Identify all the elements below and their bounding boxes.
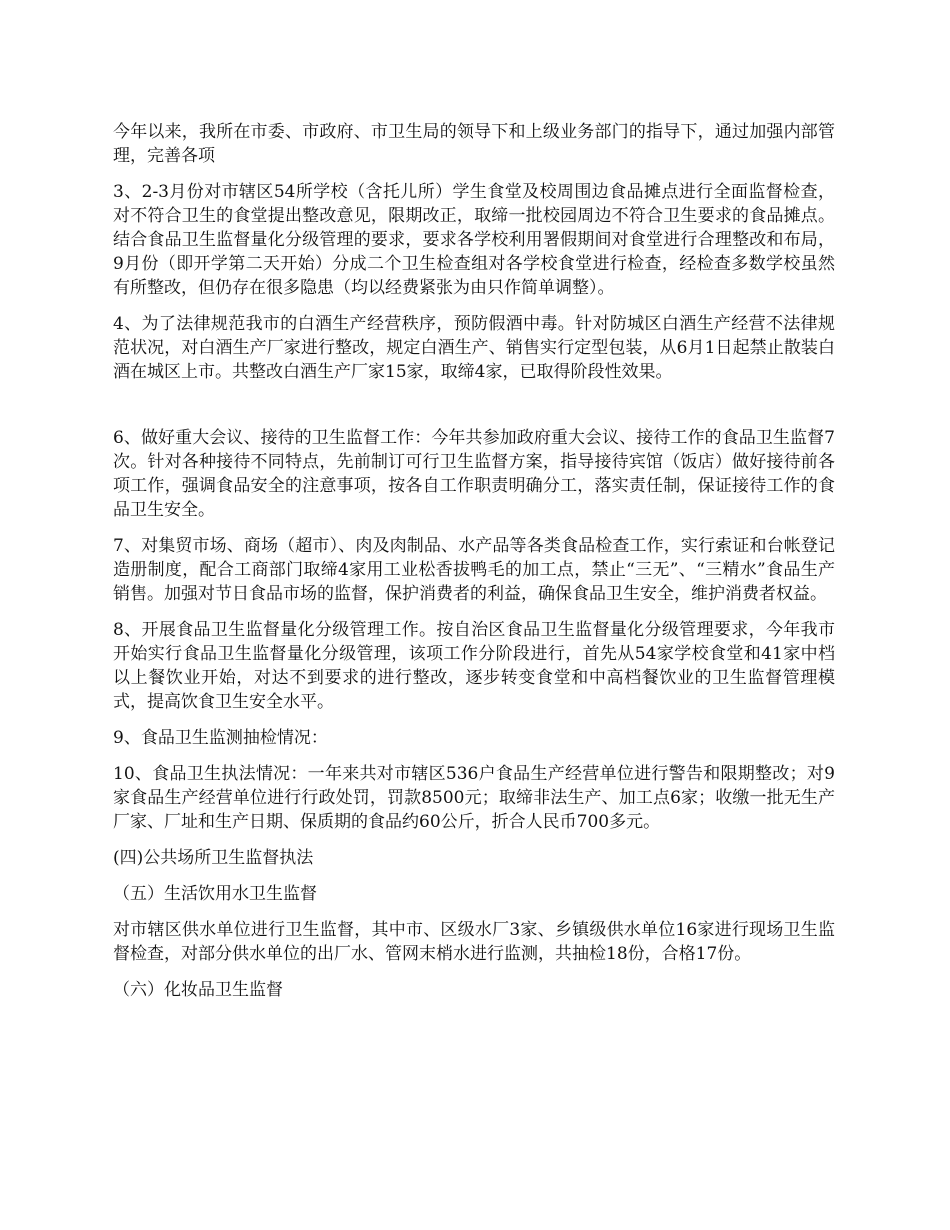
item-3-paragraph: 3、2-3月份对市辖区54所学校（含托儿所）学生食堂及校周围边食品摊点进行全面监督检查，对不符合卫生的食堂提出整改意见，限期改正，取缔一批校园周边不符合卫生要求的食品摊点。结合食品卫生监督量化分级管理的要求，要求各学校利用署假期间对食堂进行合理整改和布局，9月份（即开学第二天开始）分成二个卫生检查组对各学校食堂进行检查，经检查多数学校虽然有所整改，但仍存在很多隐患（均以经费紧张为由只作简单调整）。 xyxy=(113,182,835,298)
intro-paragraph: 今年以来，我所在市委、市政府、市卫生局的领导下和上级业务部门的指导下，通过加强内部管理，完善各项 xyxy=(113,122,835,166)
blank-gap xyxy=(113,396,835,426)
item-4-paragraph: 4、为了法律规范我市的白酒生产经营秩序，预防假酒中毒。针对防城区白酒生产经营不法律规范状况，对白酒生产厂家进行整改，规定白酒生产、销售实行定型包装，从6月1日起禁止散装白酒在城区上市。共整改白酒生产厂家15家，取缔4家，已取得阶段性效果。 xyxy=(113,314,835,382)
water-supervision-paragraph: 对市辖区供水单位进行卫生监督，其中市、区级水厂3家、乡镇级供水单位16家进行现场卫生监督检查，对部分供水单位的出厂水、管网末梢水进行监测，共抽检18份，合格17份。 xyxy=(113,920,835,964)
item-7-paragraph: 7、对集贸市场、商场（超市）、肉及肉制品、水产品等各类食品检查工作，实行索证和台帐登记造册制度，配合工商部门取缔4家用工业松香拔鸭毛的加工点，禁止“三无”、“三精水”食品生产销售。加强对节日食品市场的监督，保护消费者的利益，确保食品卫生安全，维护消费者权益。 xyxy=(113,536,835,604)
item-6-paragraph: 6、做好重大会议、接待的卫生监督工作：今年共参加政府重大会议、接待工作的食品卫生监督7次。针对各种接待不同特点，先前制订可行卫生监督方案，指导接待宾馆（饭店）做好接待前各项工作，强调食品安全的注意事项，按各自工作职责明确分工，落实责任制，保证接待工作的食品卫生安全。 xyxy=(113,428,835,520)
section-6-heading: （六）化妆品卫生监督 xyxy=(113,980,283,1000)
item-9-paragraph: 9、食品卫生监测抽检情况： xyxy=(113,728,328,748)
document-page xyxy=(113,120,835,1014)
item-10-paragraph: 10、食品卫生执法情况：一年来共对市辖区536户食品生产经营单位进行警告和限期整改；对9家食品生产经营单位进行行政处罚，罚款8500元；取缔非法生产、加工点6家；收缴一批无生产厂家、厂址和生产日期、保质期的食品约60公斤，折合人民币700多元。 xyxy=(113,764,835,832)
item-8-paragraph: 8、开展食品卫生监督量化分级管理工作。按自治区食品卫生监督量化分级管理要求，今年我市开始实行食品卫生监督量化分级管理，该项工作分阶段进行，首先从54家学校食堂和41家中档以上餐饮业开始，对达不到要求的进行整改，逐步转变食堂和中高档餐饮业的卫生监督管理模式，提高饮食卫生安全水平。 xyxy=(113,620,835,712)
section-4-heading: (四)公共场所卫生监督执法 xyxy=(113,848,314,868)
section-5-heading: （五）生活饮用水卫生监督 xyxy=(113,884,317,904)
